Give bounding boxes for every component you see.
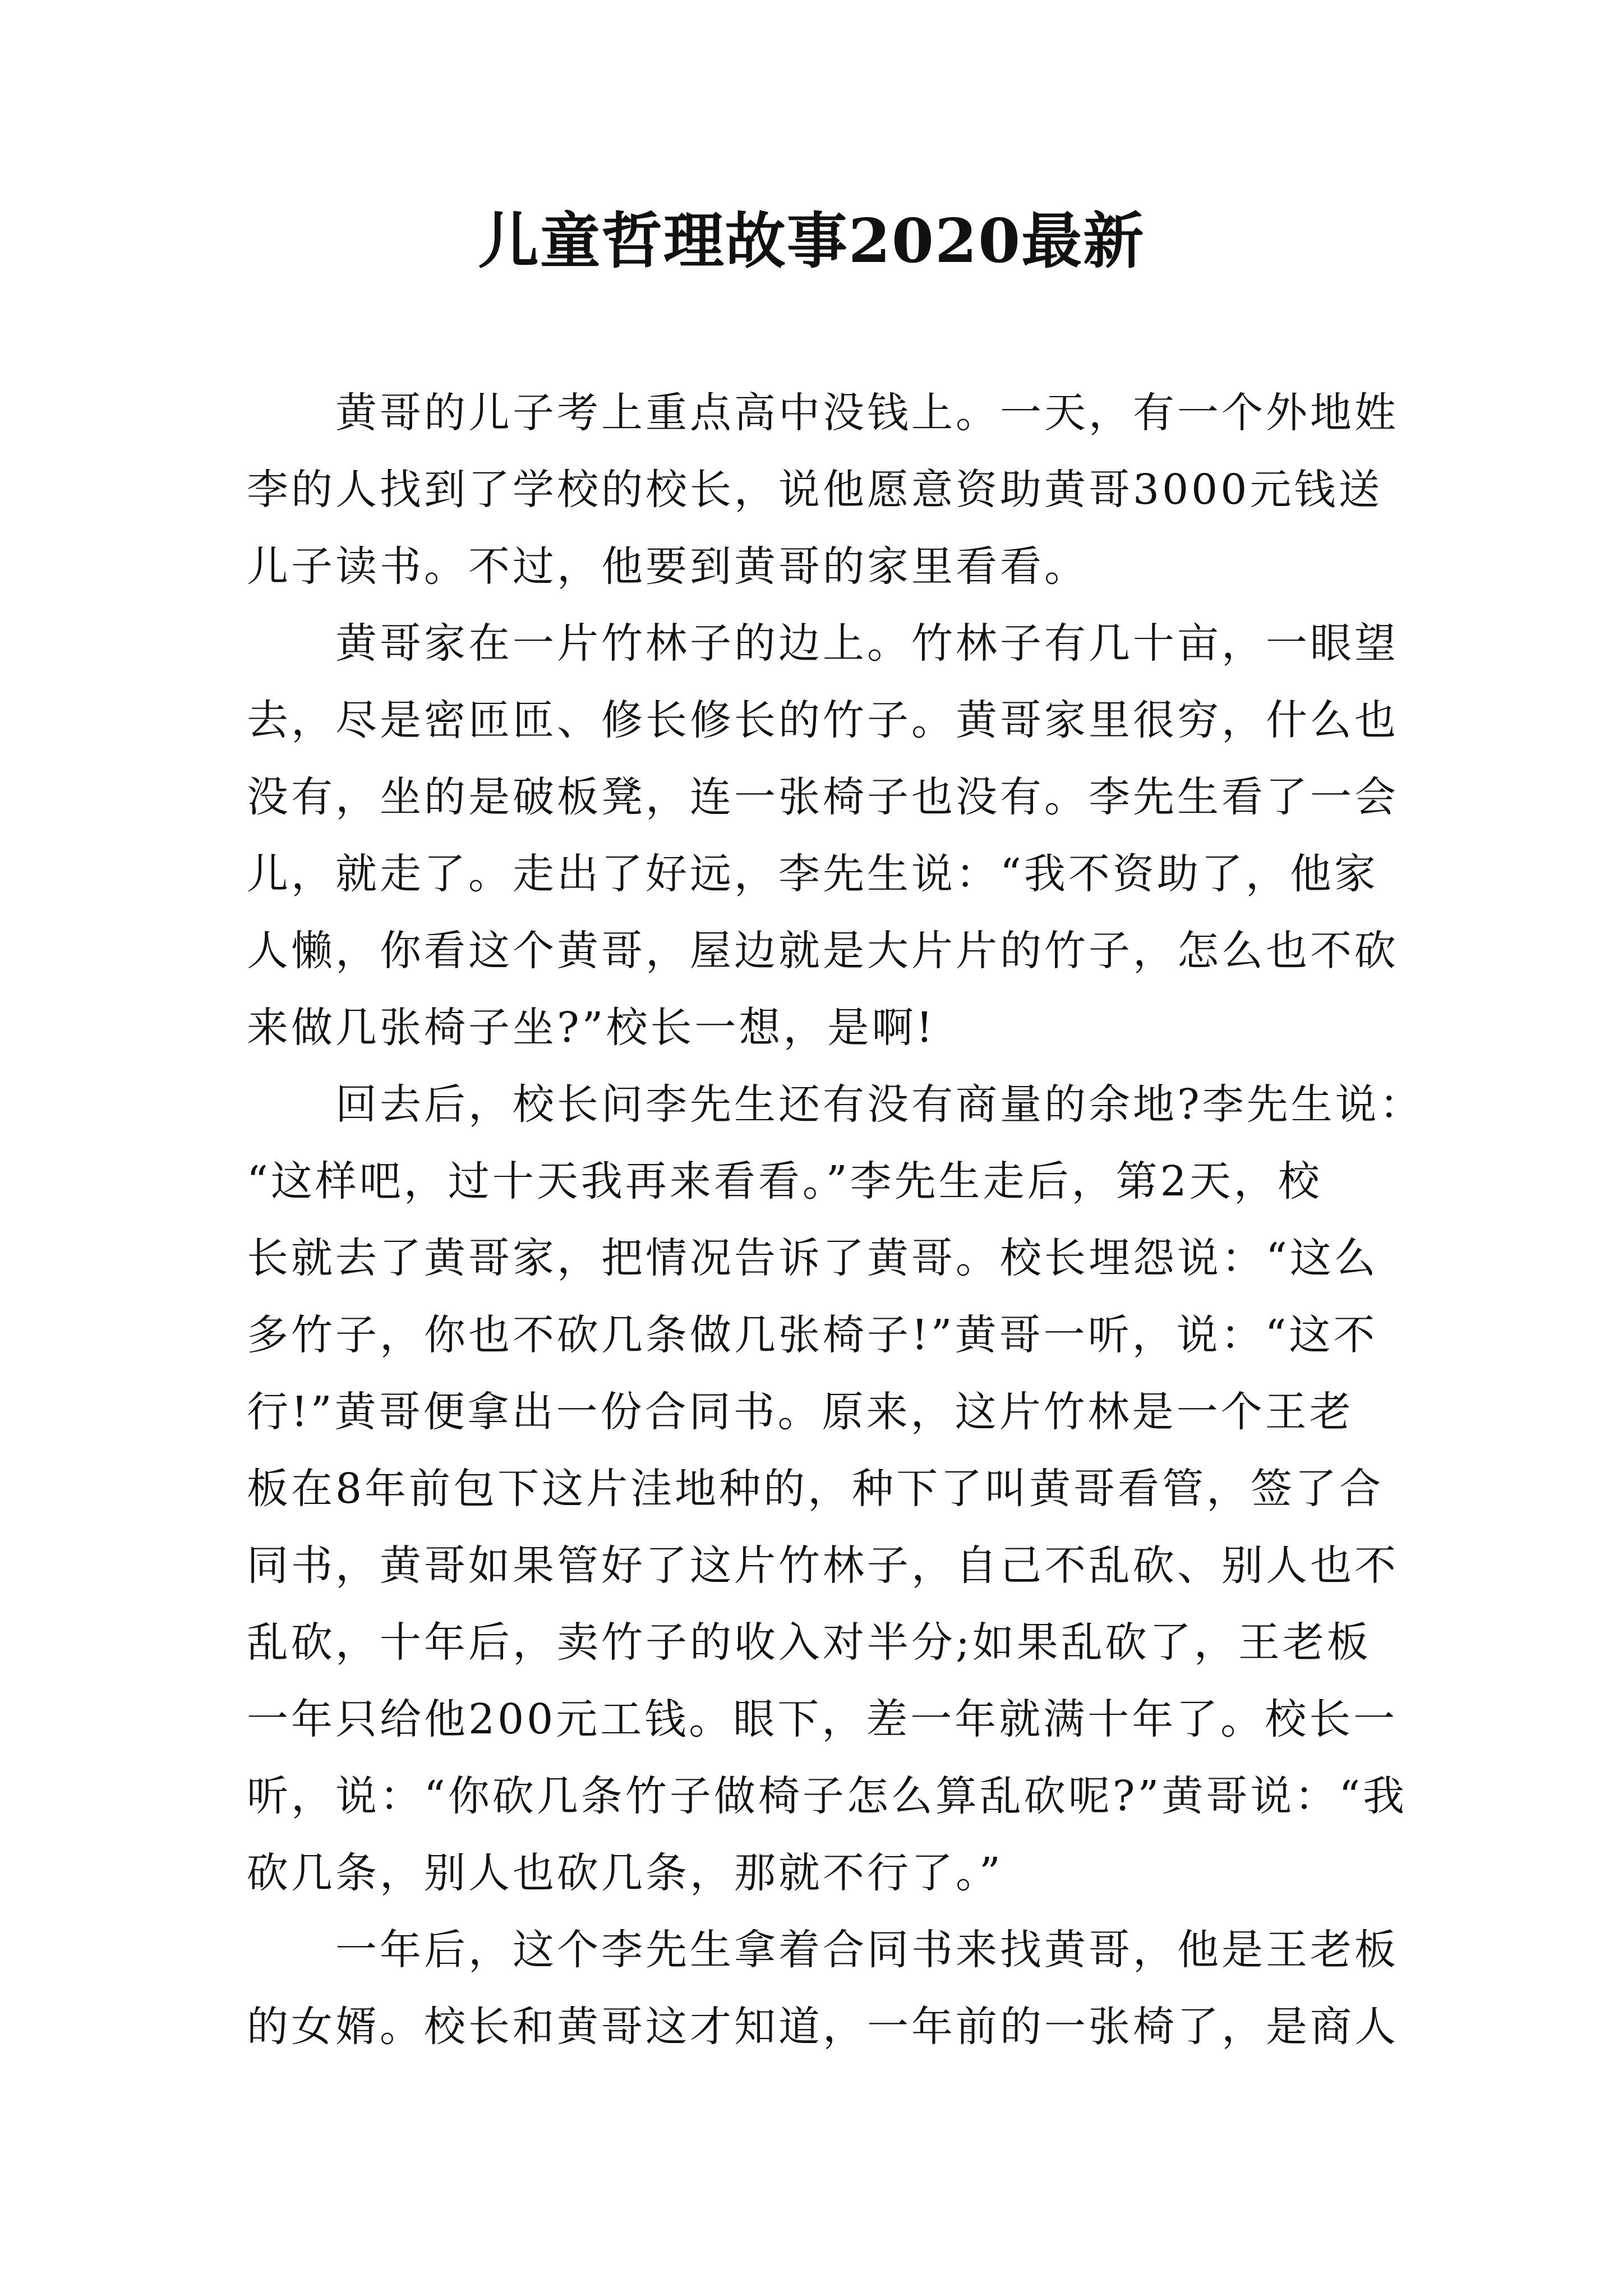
text-line: 黄哥的儿子考上重点高中没钱上。一天，有一个外地姓 <box>247 389 1399 437</box>
text-line: 乱砍，十年后，卖竹子的收入对半分;如果乱砍了，王老板 <box>247 1618 1371 1667</box>
text-line: 儿子读书。不过，他要到黄哥的家里看看。 <box>247 542 1089 591</box>
text-line: “这样吧，过十天我再来看看。”李先生走后，第2天，校 <box>247 1157 1322 1205</box>
text-line: 多竹子，你也不砍几条做几张椅子!”黄哥一听，说：“这不 <box>247 1311 1378 1359</box>
text-line: 一年后，这个李先生拿着合同书来找黄哥，他是王老板 <box>247 1926 1399 1974</box>
text-line: 砍几条，别人也砍几条，那就不行了。” <box>247 1849 1003 1897</box>
text-line: 儿，就走了。走出了好远，李先生说：“我不资助了，他家 <box>247 850 1378 898</box>
text-line: 来做几张椅子坐?”校长一想，是啊! <box>247 1004 936 1052</box>
text-line: 的女婿。校长和黄哥这才知道，一年前的一张椅了，是商人 <box>247 2003 1399 2051</box>
text-line: 长就去了黄哥家，把情况告诉了黄哥。校长埋怨说：“这么 <box>247 1234 1378 1282</box>
text-line: 行!”黄哥便拿出一份合同书。原来，这片竹林是一个王老 <box>247 1388 1354 1436</box>
document-title: 儿童哲理故事2020最新 <box>478 206 1145 277</box>
text-line: 没有，坐的是破板凳，连一张椅子也没有。李先生看了一会 <box>247 773 1399 821</box>
text-line: 同书，黄哥如果管好了这片竹林子，自己不乱砍、别人也不 <box>247 1542 1399 1590</box>
text-line: 黄哥家在一片竹林子的边上。竹林子有几十亩，一眼望 <box>247 619 1399 668</box>
document-body <box>247 375 1424 2065</box>
text-line: 一年只给他200元工钱。眼下，差一年就满十年了。校长一 <box>247 1695 1398 1743</box>
text-line: 人懒，你看这个黄哥，屋边就是大片片的竹子，怎么也不砍 <box>247 927 1399 975</box>
text-line: 听，说：“你砍几条竹子做椅子怎么算乱砍呢?”黄哥说：“我 <box>247 1772 1408 1820</box>
text-line: 去，尽是密匝匝、修长修长的竹子。黄哥家里很穷，什么也 <box>247 696 1399 744</box>
text-line: 回去后，校长问李先生还有没有商量的余地?李先生说： <box>247 1080 1424 1129</box>
text-line: 李的人找到了学校的校长，说他愿意资助黄哥3000元钱送 <box>247 466 1383 514</box>
text-line: 板在8年前包下这片洼地种的，种下了叫黄哥看管，签了合 <box>247 1465 1384 1513</box>
